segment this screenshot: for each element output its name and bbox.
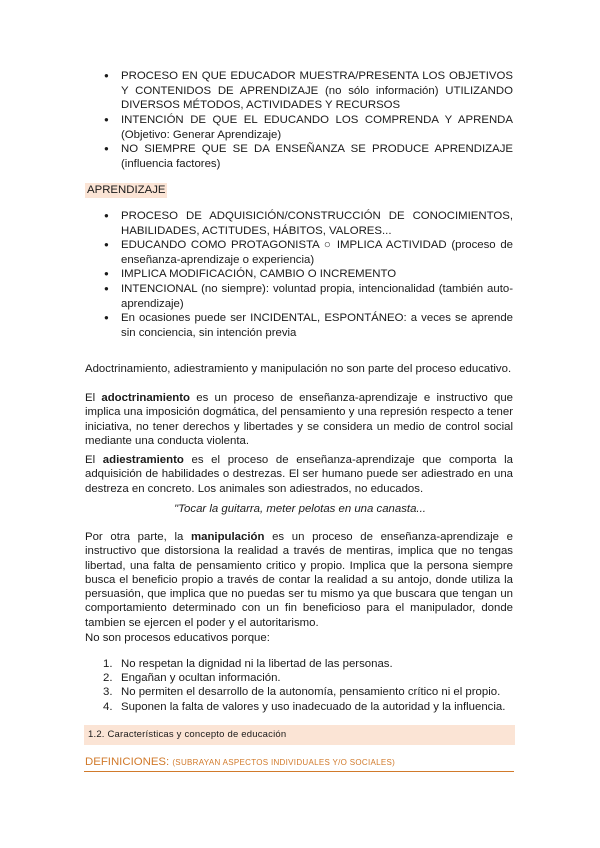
bullet-item: ● INTENCIONAL (no siempre): voluntad propia, intencionalidad (también auto-aprendizaje): [121, 282, 513, 311]
list-number: 1.: [103, 658, 113, 670]
bullet-item: ● En ocasiones puede ser INCIDENTAL, ESPONTÁNEO: a veces se aprende sin conciencia, sin intención previa: [121, 311, 513, 340]
ensenanza-bullet-list: [121, 69, 513, 171]
definiciones-title: DEFINICIONES:: [85, 756, 173, 768]
aprendizaje-heading: APRENDIZAJE: [87, 184, 166, 196]
bullet-item: ● EDUCANDO COMO PROTAGONISTA ○ IMPLICA ACTIVIDAD (proceso de enseñanza-aprendizaje o experiencia): [121, 238, 513, 267]
manipulacion-paragraph: [85, 530, 513, 630]
list-item: [103, 685, 523, 699]
bullet-item: ● IMPLICA MODIFICACIÓN, CAMBIO O INCREMENTO: [121, 267, 513, 282]
paragraph-lead: El: [85, 392, 102, 404]
definiciones-heading: [85, 756, 395, 768]
list-item: [103, 700, 523, 714]
adoctrinamiento-paragraph: [85, 391, 513, 448]
paragraph-lead: El: [85, 454, 103, 466]
bullet-item: ● INTENCIÓN DE QUE EL EDUCANDO LOS COMPRENDA Y APRENDA (Objetivo: Generar Aprendizaje): [121, 113, 513, 142]
list-text: No permiten el desarrollo de la autonomía, pensamiento crítico ni el propio.: [121, 686, 501, 699]
list-text: No respetan la dignidad ni la libertad de las personas.: [121, 658, 393, 670]
bullet-item: ● PROCESO EN QUE EDUCADOR MUESTRA/PRESENTA LOS OBJETIVOS Y CONTENIDOS DE APRENDIZAJE (no sólo información) UTILIZANDO DIVERSOS MÉTODOS, ACTIVIDADES Y RECURSOS: [121, 69, 513, 113]
term-manipulacion: manipulación: [190, 531, 265, 543]
list-text: Suponen la falta de valores y uso inadecuado de la autoridad y la influencia.: [121, 700, 506, 713]
paragraph-body: es un proceso de enseñanza-aprendizaje e instructivo que distorsiona la realidad a través de mentiras, implica que no tengas libertad, una falta de pensamiento critico y propio. Implica que la persona siempre busca el beneficio propio a través de contar la realidad a su antojo, donde utiliza la persuasión, que implica que no puedas ser tu mismo ya que buscara que tengan un comportamiento determinado con un fin beneficioso para el manipulador, donde tambien se ejercen el poder y el autoritarismo.: [85, 531, 513, 629]
list-number: 2.: [103, 672, 113, 685]
list-item: [103, 657, 523, 671]
term-adoctrinamiento: adoctrinamiento: [101, 392, 190, 404]
adiestramiento-paragraph: [85, 453, 513, 496]
section-heading-bar: [84, 725, 515, 745]
paragraph-body: es el proceso de enseñanza-aprendizaje que comporta la adquisición de habilidades o destrezas. El ser humano puede ser adiestrado en una destreza en concreto. Los animales son adiestrados, no educados.: [85, 454, 513, 495]
aprendizaje-bullet-list: [121, 209, 513, 340]
bullet-item: ● NO SIEMPRE QUE SE DA ENSEÑANZA SE PRODUCE APRENDIZAJE (influencia factores): [121, 142, 513, 171]
list-text: Engañan y ocultan información.: [121, 672, 281, 685]
example-quote: "Tocar la guitarra, meter pelotas en una canasta...: [174, 503, 426, 515]
reasons-heading: No son procesos educativos porque:: [85, 632, 270, 644]
list-number: 4.: [103, 700, 113, 713]
list-number: 3.: [103, 686, 113, 699]
list-item: [103, 671, 523, 685]
term-adiestramiento: adiestramiento: [102, 454, 184, 466]
heading-underline: [84, 771, 514, 772]
intro-paragraph: Adoctrinamiento, adiestramiento y manipulación no son parte del proceso educativo.: [85, 363, 512, 375]
paragraph-body: es un proceso de enseñanza-aprendizaje e instructivo que implica una imposición dogmática, del pensamiento y una represión respecto a tener iniciativa, no tener derechos y libertades y se considera un medio de control social mediante una conducta violenta.: [85, 392, 513, 447]
paragraph-lead: Por otra parte, la: [85, 531, 191, 543]
bullet-item: ● PROCESO DE ADQUISICIÓN/CONSTRUCCIÓN DE CONOCIMIENTOS, HABILIDADES, ACTITUDES, HÁBITOS, VALORES...: [121, 209, 513, 238]
definiciones-note: (SUBRAYAN ASPECTOS INDIVIDUALES Y/O SOCIALES): [172, 758, 396, 767]
reasons-list: [103, 657, 523, 714]
section-heading: 1.2. Características y concepto de educación: [88, 729, 287, 740]
